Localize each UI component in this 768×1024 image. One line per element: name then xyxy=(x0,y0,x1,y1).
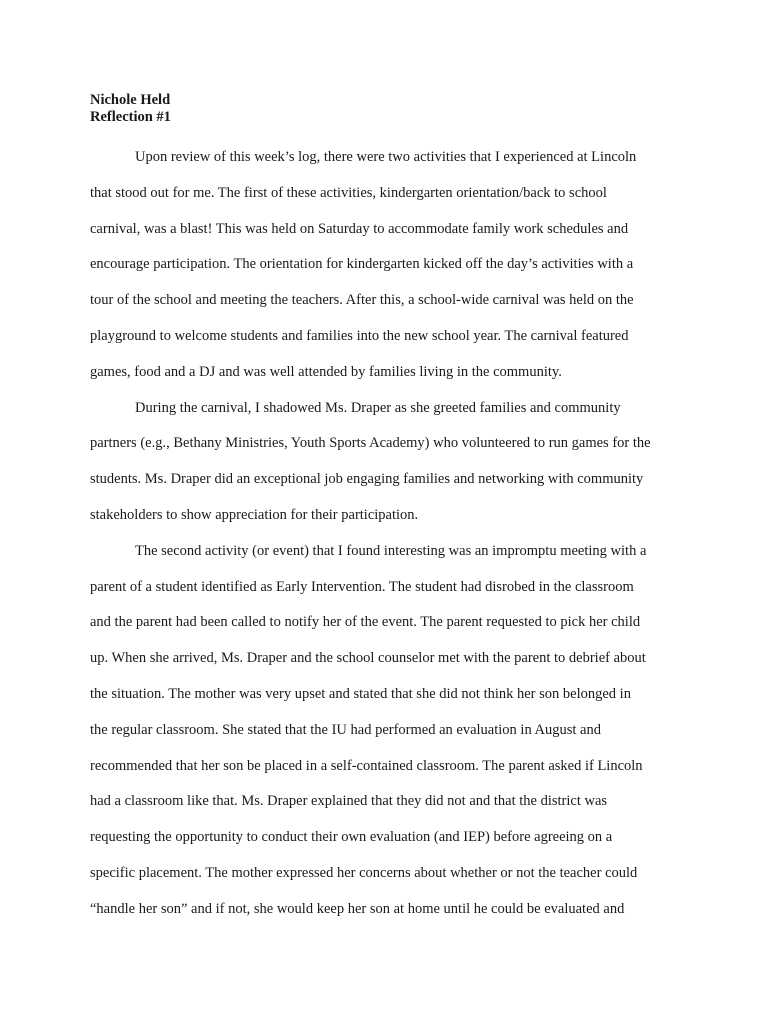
author-name: Nichole Held xyxy=(90,92,171,108)
paragraph-2-line-1: During the carnival, I shadowed Ms. Draper as she greeted families and community xyxy=(135,399,621,416)
paragraph-2-line-3: students. Ms. Draper did an exceptional job engaging families and networking with community xyxy=(90,471,644,488)
paragraph-1-line-1: Upon review of this week’s log, there were two activities that I experienced at Lincoln xyxy=(135,149,637,165)
paragraph-3-line-10: specific placement. The mother expressed her concerns about whether or not the teacher could xyxy=(90,864,638,881)
paragraph-3-line-9: requesting the opportunity to conduct their own evaluation (and IEP) before agreeing on a xyxy=(90,829,613,846)
paragraph-3-line-5: the situation. The mother was very upset and stated that she did not think her son belonged in xyxy=(90,685,631,702)
paragraph-3-line-1: The second activity (or event) that I found interesting was an impromptu meeting with a xyxy=(135,542,647,559)
paragraph-3-line-8: had a classroom like that. Ms. Draper explained that they did not and that the district was xyxy=(90,793,608,810)
paragraph-3-line-6: the regular classroom. She stated that the IU had performed an evaluation in August and xyxy=(90,721,601,738)
document-body xyxy=(90,147,680,935)
paragraph-1-line-6: playground to welcome students and families into the new school year. The carnival featured xyxy=(90,327,629,344)
paragraph-3-line-4: up. When she arrived, Ms. Draper and the school counselor met with the parent to debrief about xyxy=(90,650,646,667)
document-header xyxy=(90,92,171,126)
paragraph-3-line-2: parent of a student identified as Early Intervention. The student had disrobed in the classroom xyxy=(90,578,634,595)
paragraph-1-line-7: games, food and a DJ and was well attended by families living in the community. xyxy=(90,363,562,380)
document-title: Reflection #1 xyxy=(90,109,171,125)
paragraph-1-line-2: that stood out for me. The first of these activities, kindergarten orientation/back to school xyxy=(90,184,607,201)
paragraph-1-line-5: tour of the school and meeting the teachers. After this, a school-wide carnival was held on the xyxy=(90,292,634,309)
paragraph-3-line-3: and the parent had been called to notify her of the event. The parent requested to pick her child xyxy=(90,614,641,631)
paragraph-3-line-7: recommended that her son be placed in a self-contained classroom. The parent asked if Lincoln xyxy=(90,757,643,774)
paragraph-3-line-11: “handle her son” and if not, she would keep her son at home until he could be evaluated and xyxy=(90,900,625,917)
paragraph-2-line-4: stakeholders to show appreciation for their participation. xyxy=(90,506,419,523)
paragraph-1-line-4: encourage participation. The orientation for kindergarten kicked off the day’s activities with a xyxy=(90,256,634,273)
paragraph-2-line-2: partners (e.g., Bethany Ministries, Youth Sports Academy) who volunteered to run games for the xyxy=(90,435,651,452)
paragraph-1-line-3: carnival, was a blast! This was held on Saturday to accommodate family work schedules and xyxy=(90,220,629,237)
